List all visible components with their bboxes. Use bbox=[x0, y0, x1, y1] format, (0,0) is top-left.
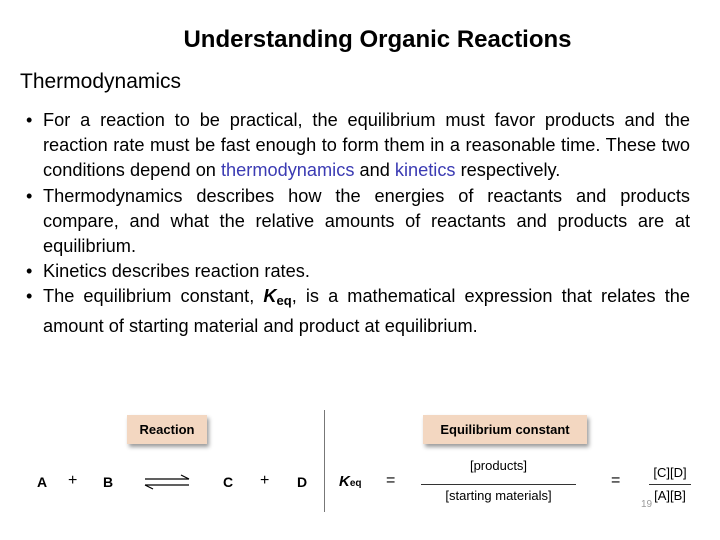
section-heading: Thermodynamics bbox=[20, 70, 182, 93]
species-c: C bbox=[223, 474, 234, 490]
slide-number: 19 bbox=[641, 499, 653, 510]
species-b: B bbox=[103, 474, 114, 490]
species-d: D bbox=[297, 474, 308, 490]
bullet-item: • Kinetics describes reaction rates. bbox=[26, 259, 690, 284]
equals-sign: = bbox=[611, 472, 621, 489]
bullet-list bbox=[26, 108, 690, 339]
figure-divider bbox=[324, 410, 325, 512]
keq-figure-symbol: Keq bbox=[339, 473, 362, 490]
numerator-text: [C][D] bbox=[653, 465, 687, 480]
term-kinetics: kinetics bbox=[394, 160, 456, 181]
fraction-bar bbox=[649, 484, 691, 485]
bullet-item: • The equilibrium constant, Keq, is a mathematical expression that relates the amount of starting material and product at equilibrium. bbox=[26, 284, 690, 338]
equals-sign: = bbox=[386, 472, 396, 489]
species-a: A bbox=[37, 474, 48, 490]
bullet-item: • Thermodynamics describes how the energies of reactants and products compare, and what the relative amounts of reactants and products are at equilibrium. bbox=[26, 184, 690, 260]
equilibrium-arrows-icon bbox=[143, 474, 191, 490]
denominator-text: [starting materials] bbox=[445, 488, 552, 503]
plus-sign: + bbox=[68, 472, 78, 489]
keq-symbol: K bbox=[263, 286, 277, 307]
reaction-label-box: Reaction bbox=[127, 415, 207, 444]
term-thermodynamics: thermodynamics bbox=[220, 160, 355, 181]
denominator-text: [A][B] bbox=[654, 488, 686, 503]
bullet-item: • For a reaction to be practical, the equilibrium must favor products and the reaction rate must be fast enough to form them in a reasonable time. These two conditions depend on thermodynamics and kinetics respectively. bbox=[26, 108, 690, 184]
plus-sign: + bbox=[260, 472, 270, 489]
numerator-text: [products] bbox=[469, 458, 528, 473]
fraction-bar bbox=[421, 484, 576, 485]
equilibrium-label-box: Equilibrium constant bbox=[423, 415, 587, 444]
slide-title: Understanding Organic Reactions bbox=[183, 26, 572, 53]
